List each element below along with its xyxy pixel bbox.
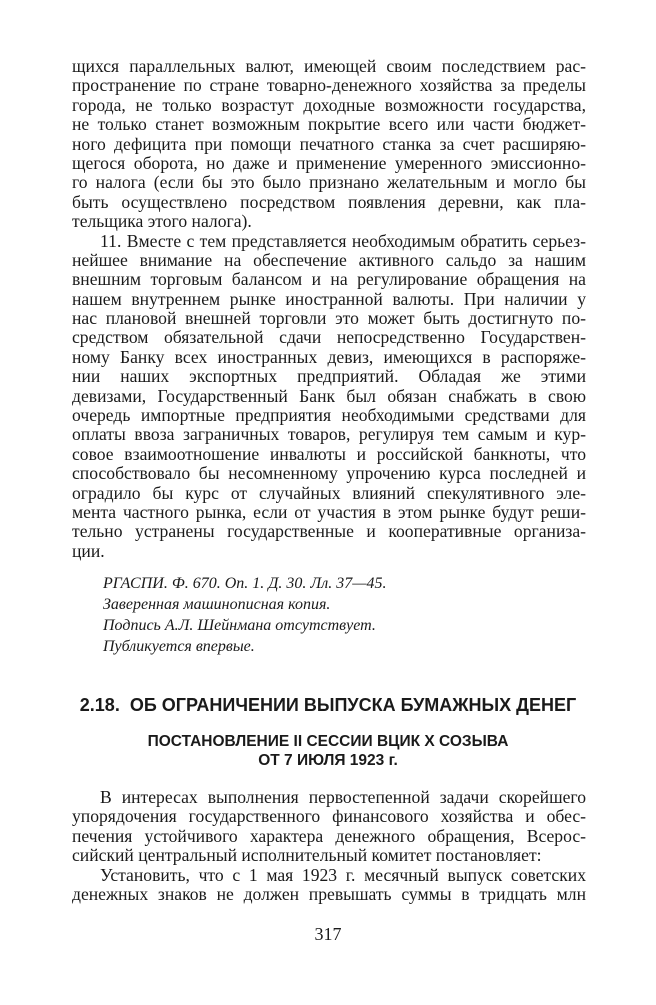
paragraph: [72, 232, 586, 562]
text-line: быть осуществлено посредством появления деревни, как пла-: [72, 191, 586, 212]
subheading: [0, 732, 656, 770]
archive-note: Подпись А.Л. Шейнмана отсутствует.: [103, 617, 376, 634]
text-line: девизами, Государственный Банк был обязан снабжать в свою: [72, 385, 586, 406]
text-line: средством обязательной сдачи непосредственно Государствен-: [72, 327, 586, 348]
body-text-top: [72, 57, 586, 561]
text-line: печения устойчивого характера денежного обращения, Всерос-: [72, 825, 586, 846]
body-text-bottom: [72, 788, 586, 904]
text-line: тельщика этого налога).: [72, 211, 252, 232]
text-line: оплаты ввоза заграничных товаров, регулируя тем самым и кур-: [72, 424, 586, 445]
paragraph: [72, 866, 586, 905]
text-line: способствовало бы несомненному упрочению курса последней и: [72, 463, 586, 484]
text-line: упорядочения государственного финансового хозяйства и обес-: [72, 806, 586, 827]
text-line: щегося оборота, но даже и применение умеренного эмиссионно-: [72, 152, 586, 173]
text-line: денежных знаков не должен превышать суммы в тридцать млн: [72, 883, 586, 904]
text-line: не только станет возможным покрытие всего или части бюджет-: [72, 114, 586, 135]
archive-note: Заверенная машинописная копия.: [103, 596, 331, 613]
text-line: внешним торговым балансом и на регулирование обращения на: [72, 269, 586, 290]
archive-note: Публикуется впервые.: [103, 638, 255, 655]
text-line: ному Банку всех иностранных девиз, имеющихся в распоряже-: [72, 346, 586, 367]
text-line: го налога (если бы это было признано желательным и могло бы: [72, 172, 586, 193]
paragraph: [72, 788, 586, 866]
text-line: города, не только возрастут доходные возможности государства,: [72, 94, 586, 115]
text-line: В интересах выполнения первостепенной задачи скорейшего: [100, 787, 586, 807]
text-line: тельно устранены государственные и кооперативные организа-: [72, 521, 586, 542]
text-line: Установить, что с 1 мая 1923 г. месячный выпуск советских: [100, 864, 586, 885]
text-line: совое взаимоотношение инвалюты и российской банкноты, что: [72, 443, 586, 464]
text-line: очередь импортные предприятия необходимыми средствами для: [72, 405, 586, 426]
text-line: оградило бы курс от случайных влияний спекулятивного эле-: [72, 482, 586, 503]
text-line: нии наших экспортных предприятий. Обладая же этими: [72, 366, 586, 387]
page-number: 317: [314, 924, 342, 944]
archive-note: РГАСПИ. Ф. 670. Оп. 1. Д. 30. Лл. 37—45.: [103, 575, 387, 592]
text-line: ного дефицита при помощи печатного станка за счет расширяю-: [72, 133, 586, 154]
text-line: мента частного рынка, если от участия в этом рынке будут реши-: [72, 501, 586, 522]
text-line: ции.: [72, 540, 105, 561]
subheading-line: ОТ 7 ИЮЛЯ 1923 г.: [258, 752, 398, 769]
text-line: щихся параллельных валют, имеющей своим последствием рас-: [72, 56, 586, 76]
text-line: нас плановой внешней торговли это может быть достигнуто по-: [72, 308, 586, 329]
archive-notes: [103, 573, 386, 657]
text-line: сийский центральный исполнительный комитет постановляет:: [72, 845, 542, 866]
subheading-line: ПОСТАНОВЛЕНИЕ II СЕССИИ ВЦИК X СОЗЫВА: [147, 733, 509, 750]
text-line: нашем внутреннем рынке иностранной валюты. При наличии у: [72, 288, 586, 309]
text-line: 11. Вместе с тем представляется необходимым обратить серьез-: [100, 230, 586, 251]
section-heading: 2.18. ОБ ОГРАНИЧЕНИИ ВЫПУСКА БУМАЖНЫХ ДЕНЕГ: [79, 695, 577, 715]
paragraph: [72, 57, 586, 232]
text-line: пространение по стране товарно-денежного хозяйства за пределы: [72, 75, 586, 96]
text-line: нейшее внимание на обеспечение активного сальдо за нашим: [72, 249, 586, 270]
